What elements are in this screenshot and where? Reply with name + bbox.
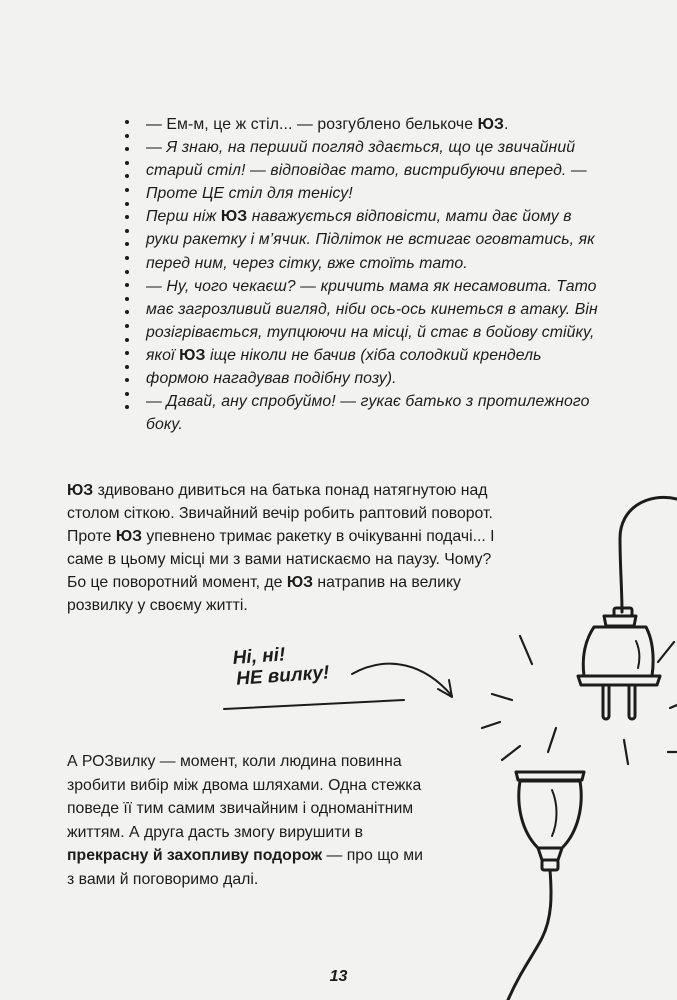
fork-paragraph: А РОЗвилку — момент, коли людина повинна зробити вибір між двома шляхами. Одна стежка поведе її тим самим звичайним і одноманітним життям. А друга дасть змогу вирушити в прекрасну й захопливу подорож — про що ми з вами й поговоримо далі.: [67, 753, 423, 888]
aside-underline: [224, 700, 404, 709]
aside-line-2: НЕ вилку!: [235, 662, 331, 690]
page-number: 13: [329, 968, 348, 985]
aside-line-1: Ні, ні!: [232, 644, 286, 669]
dialogue-line: — Давай, ану спробуймо! — гукає батько з протилежного боку.: [146, 393, 590, 434]
socket-icon: [508, 772, 584, 1000]
narration-paragraph: ЮЗ здивовано дивиться на батька понад натягнутою над столом сіткою. Звичайний вечір робить раптовий поворот. Проте ЮЗ упевнено тримає ракетку в очікуванні подачі... І саме в цьому місці ми з вами натискаємо на паузу. Чому? Бо це поворотний момент, де ЮЗ натрапив на велику розвилку у своєму житті.: [67, 482, 495, 615]
dialogue-line: — Ну, чого чекаєш? — кричить мама як несамовита. Тато має загрозливий вигляд, ніби ось-ось кинеться в атаку. Він розігрівається, тупцюючи на місці, й стає в бойову стійку, якої ЮЗ іще ніколи не бачив (хіба солодкий крендель формою нагадував подібну позу).: [146, 277, 598, 388]
electric-plug-icon: [578, 497, 677, 719]
hand-drawn-arrow-icon: [352, 664, 452, 697]
dialogue-line: — Я знаю, на перший погляд здається, що це звичайний старий стіл! — відповідає тато, вистрибуючи вперед. — Проте ЦЕ стіл для тенісу!: [146, 139, 587, 203]
dialogue-line: — Ем-м, це ж стіл... — розгублено белькоче ЮЗ.: [146, 116, 509, 133]
dialogue-line: Перш ніж ЮЗ наважується відповісти, мати дає йому в руки ракетку і м’ячик. Підліток не встигає оговтатись, як перед ним, через сітку, вже стоїть тато.: [146, 208, 595, 272]
